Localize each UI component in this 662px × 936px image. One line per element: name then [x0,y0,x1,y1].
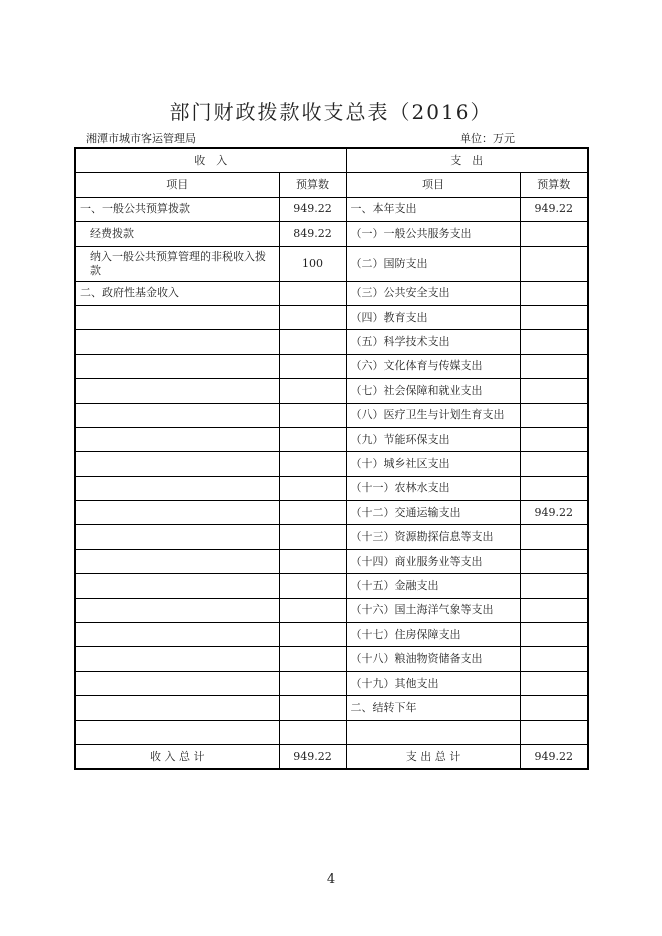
expense-budget [520,222,588,246]
table-row [75,574,588,598]
expense-item: （九）节能环保支出 [346,427,520,451]
unit-label: 单位：万元 [460,132,515,145]
expense-budget: 949.22 [520,501,588,525]
table-row [75,476,588,500]
section-header-row [75,148,588,173]
expense-item: 二、结转下年 [346,696,520,720]
income-budget [279,476,346,500]
table-row [75,427,588,451]
expense-total-value: 949.22 [520,744,588,769]
income-budget [279,427,346,451]
expense-item: （四）教育支出 [346,305,520,329]
expense-budget [520,403,588,427]
table-row [75,671,588,695]
expense-item: （十）城乡社区支出 [346,452,520,476]
expense-item: （十六）国土海洋气象等支出 [346,598,520,622]
income-item [75,549,279,573]
income-item [75,403,279,427]
expense-budget [520,330,588,354]
page-title: 部门财政拨款收支总表（2016） [169,100,493,124]
income-budget [279,598,346,622]
expense-item: 一、本年支出 [346,197,520,221]
expense-item: （八）医疗卫生与计划生育支出 [346,403,520,427]
income-budget [279,671,346,695]
expense-budget [520,720,588,744]
income-item: 二、政府性基金收入 [75,281,279,305]
income-budget-header: 预算数 [279,173,346,197]
expense-budget [520,305,588,329]
page-number: 4 [326,872,336,887]
table-row [75,403,588,427]
income-budget [279,379,346,403]
expense-budget [520,598,588,622]
table-row [75,281,588,305]
income-budget [279,330,346,354]
expense-item: （十三）资源勘探信息等支出 [346,525,520,549]
income-item [75,525,279,549]
income-budget: 849.22 [279,222,346,246]
income-item: 一、一般公共预算拨款 [75,197,279,221]
income-item: 经费拨款 [75,222,279,246]
income-item-header: 项目 [75,173,279,197]
income-budget [279,574,346,598]
income-item [75,305,279,329]
expense-item: （三）公共安全支出 [346,281,520,305]
expense-item: （七）社会保障和就业支出 [346,379,520,403]
expense-budget [520,427,588,451]
table-row [75,549,588,573]
expense-budget [520,379,588,403]
income-item [75,671,279,695]
income-budget [279,354,346,378]
table-row [75,647,588,671]
income-budget: 100 [279,246,346,281]
income-total-value: 949.22 [279,744,346,769]
income-budget [279,525,346,549]
table-row [75,305,588,329]
expense-item: （十一）农林水支出 [346,476,520,500]
income-budget [279,623,346,647]
income-item [75,476,279,500]
expense-budget [520,354,588,378]
expense-header: 支 出 [346,148,588,173]
table-row [75,222,588,246]
table-row [75,720,588,744]
income-item [75,379,279,403]
table-row [75,525,588,549]
income-budget [279,452,346,476]
income-budget [279,403,346,427]
expense-budget: 949.22 [520,197,588,221]
expense-item: （十八）粮油物资储备支出 [346,647,520,671]
table-row [75,623,588,647]
expense-budget [520,246,588,281]
expense-item: （六）文化体育与传媒支出 [346,354,520,378]
budget-table [74,147,589,770]
income-item [75,427,279,451]
expense-item [346,720,520,744]
expense-budget [520,549,588,573]
table-row [75,598,588,622]
organization-name: 湘潭市城市客运管理局 [86,132,196,145]
income-budget [279,281,346,305]
expense-item-header: 项目 [346,173,520,197]
expense-item: （二）国防支出 [346,246,520,281]
income-item [75,574,279,598]
table-row [75,246,588,281]
income-budget [279,720,346,744]
expense-budget [520,281,588,305]
income-item [75,647,279,671]
income-budget [279,501,346,525]
expense-item: （一）一般公共服务支出 [346,222,520,246]
expense-budget [520,696,588,720]
income-budget [279,305,346,329]
expense-item: （十四）商业服务业等支出 [346,549,520,573]
income-item [75,623,279,647]
income-item [75,354,279,378]
expense-item: （五）科学技术支出 [346,330,520,354]
table-row [75,330,588,354]
expense-item: （十五）金融支出 [346,574,520,598]
expense-budget [520,574,588,598]
income-budget [279,549,346,573]
table-row [75,197,588,221]
income-item [75,598,279,622]
income-item [75,452,279,476]
table-row [75,452,588,476]
expense-budget [520,623,588,647]
expense-budget [520,671,588,695]
expense-item: （十七）住房保障支出 [346,623,520,647]
income-budget: 949.22 [279,197,346,221]
column-header-row [75,173,588,197]
income-item [75,501,279,525]
expense-budget [520,647,588,671]
expense-budget [520,525,588,549]
income-item: 纳入一般公共预算管理的非税收入拨款 [75,246,279,281]
income-item [75,720,279,744]
income-header: 收 入 [75,148,346,173]
expense-budget [520,452,588,476]
expense-total-label: 支 出 总 计 [346,744,520,769]
expense-item: （十九）其他支出 [346,671,520,695]
table-row [75,696,588,720]
table-row [75,501,588,525]
totals-row [75,744,588,769]
income-total-label: 收 入 总 计 [75,744,279,769]
income-item [75,696,279,720]
income-budget [279,647,346,671]
expense-budget [520,476,588,500]
expense-item: （十二）交通运输支出 [346,501,520,525]
table-row [75,379,588,403]
expense-budget-header: 预算数 [520,173,588,197]
table-row [75,354,588,378]
income-budget [279,696,346,720]
income-item [75,330,279,354]
